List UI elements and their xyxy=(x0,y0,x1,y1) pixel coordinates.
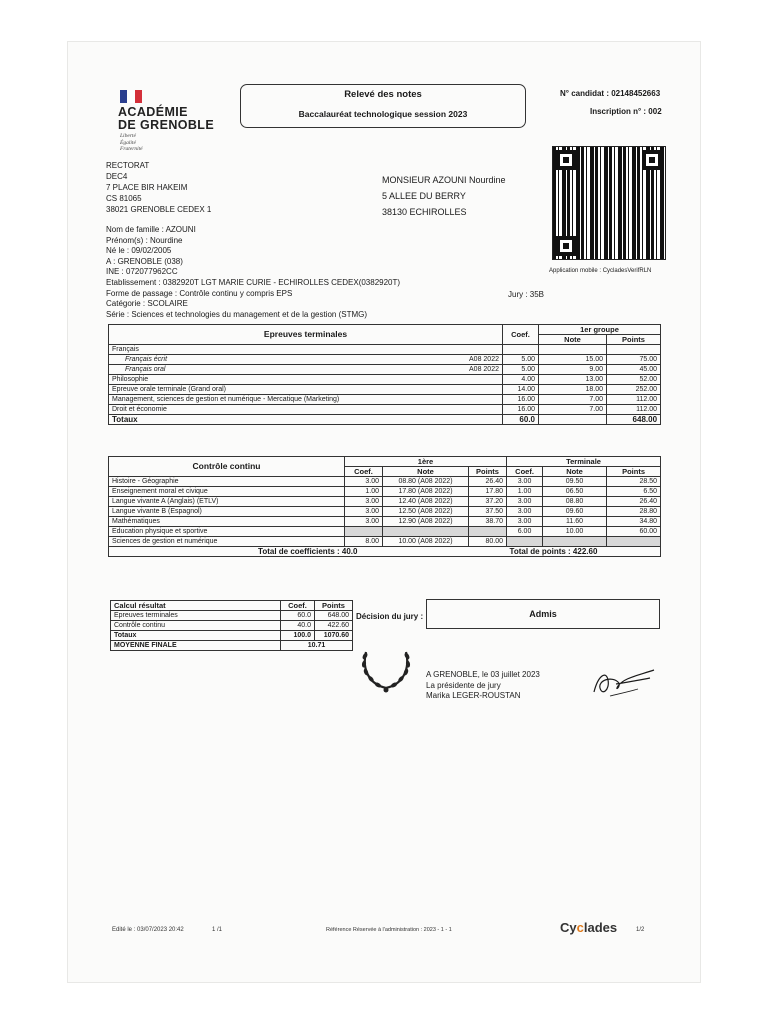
points-cell: 28.80 xyxy=(607,507,661,517)
terminal-exams-table xyxy=(108,324,661,425)
calc-label: Contrôle continu xyxy=(111,621,281,631)
points-cell xyxy=(469,527,507,537)
note-cell: 08.80 xyxy=(543,497,607,507)
coef-cell: 3.00 xyxy=(345,497,383,507)
cc-row xyxy=(109,477,661,487)
coef-cell: 5.00 xyxy=(503,365,539,375)
terminal-header-note: Note xyxy=(539,335,607,345)
points-cell: 112.00 xyxy=(607,395,661,405)
cc-header-points-1: Points xyxy=(469,467,507,477)
subject-label: Enseignement moral et civique xyxy=(109,487,345,497)
jury-decision-value: Admis xyxy=(529,609,557,619)
title-box xyxy=(240,84,526,128)
terminal-header-points: Points xyxy=(607,335,661,345)
coef-cell: 3.00 xyxy=(507,477,543,487)
calc-header-points: Points xyxy=(315,601,353,611)
coef-cell: 14.00 xyxy=(503,385,539,395)
calc-header-label: Calcul résultat xyxy=(111,601,281,611)
cc-total-row: Total de coefficients : 40.0 Total de points : 422.60 xyxy=(109,547,661,557)
subject-label: Mathématiques xyxy=(109,517,345,527)
note-cell xyxy=(539,345,607,355)
points-cell: 26.40 xyxy=(607,497,661,507)
subject-label: Français écrit xyxy=(109,355,409,365)
qr-code xyxy=(552,146,666,260)
calc-header-coef: Coef. xyxy=(281,601,315,611)
document-title: Relevé des notes xyxy=(344,89,422,100)
calc-label: Totaux xyxy=(111,631,281,641)
cc-row xyxy=(109,527,661,537)
points-cell: 34.80 xyxy=(607,517,661,527)
coef-cell: 6.00 xyxy=(507,527,543,537)
coef-cell xyxy=(345,527,383,537)
calc-row xyxy=(111,621,353,631)
coef-cell: 1.00 xyxy=(345,487,383,497)
subject-label: Philosophie xyxy=(109,375,409,385)
terminal-row xyxy=(109,385,661,395)
inscription-number: Inscription n° : 002 xyxy=(590,107,662,116)
subject-label: Management, sciences de gestion et numérique - Mercatique (Marketing) xyxy=(109,395,409,405)
note-cell: 06.50 xyxy=(543,487,607,497)
republic-motto: Liberté Égalité Fraternité xyxy=(120,133,143,152)
subject-label: Sciences de gestion et numérique xyxy=(109,537,345,547)
terminal-header-subject: Epreuves terminales xyxy=(109,325,503,345)
calc-row xyxy=(111,611,353,621)
points-cell: 252.00 xyxy=(607,385,661,395)
terminal-row xyxy=(109,375,661,385)
qr-caption: Application mobile : CycladesVerifRLN xyxy=(549,268,652,274)
official-seal-icon xyxy=(356,634,416,694)
continuous-assessment-table xyxy=(108,456,661,557)
cc-header-points-2: Points xyxy=(607,467,661,477)
calc-points: 1070.60 xyxy=(315,631,353,641)
points-cell: 80.00 xyxy=(469,537,507,547)
academie-name: ACADÉMIE DE GRENOBLE xyxy=(118,105,215,132)
note-cell: 17.80 (A08 2022) xyxy=(383,487,469,497)
calc-coef: 40.0 xyxy=(281,621,315,631)
jury-decision-label: Décision du jury : xyxy=(356,612,424,621)
calc-coef: 100.0 xyxy=(281,631,315,641)
session-label xyxy=(409,395,503,405)
points-cell xyxy=(607,537,661,547)
note-cell xyxy=(543,537,607,547)
coef-cell: 1.00 xyxy=(507,487,543,497)
points-cell: 60.00 xyxy=(607,527,661,537)
terminal-row xyxy=(109,345,661,355)
points-cell: 38.70 xyxy=(469,517,507,527)
cc-row xyxy=(109,497,661,507)
note-cell: 12.40 (A08 2022) xyxy=(383,497,469,507)
terminal-header-group: 1er groupe xyxy=(539,325,661,335)
subject-label: Langue vivante A (Anglais) (ETLV) xyxy=(109,497,345,507)
points-cell: 37.50 xyxy=(469,507,507,517)
subject-label: Français xyxy=(109,345,409,355)
cc-row xyxy=(109,487,661,497)
coef-cell: 3.00 xyxy=(507,507,543,517)
calc-points: 422.60 xyxy=(315,621,353,631)
note-cell: 9.00 xyxy=(539,365,607,375)
transcript-sheet xyxy=(68,42,700,982)
page-count: 1 /1 xyxy=(212,927,223,933)
calc-label: Epreuves terminales xyxy=(111,611,281,621)
cc-header-note-1: Note xyxy=(383,467,469,477)
points-cell: 26.40 xyxy=(469,477,507,487)
cc-row xyxy=(109,507,661,517)
subject-label: Droit et économie xyxy=(109,405,409,415)
note-cell: 18.00 xyxy=(539,385,607,395)
points-cell: 37.20 xyxy=(469,497,507,507)
jury-decision-box xyxy=(426,599,660,629)
note-cell: 08.80 (A08 2022) xyxy=(383,477,469,487)
points-cell: 52.00 xyxy=(607,375,661,385)
cc-header-terminale: Terminale xyxy=(507,457,661,467)
admin-reference: Référence Réservée à l'administration : 2023 - 1 - 1 xyxy=(326,927,452,933)
calc-row xyxy=(111,631,353,641)
session-label: A08 2022 xyxy=(409,355,503,365)
marianne-flag-icon xyxy=(120,90,142,103)
points-cell: 28.50 xyxy=(607,477,661,487)
session-label: A08 2022 xyxy=(409,365,503,375)
note-cell: 12.50 (A08 2022) xyxy=(383,507,469,517)
sender-address: RECTORAT DEC4 7 PLACE BIR HAKEIM CS 81065 38021 GRENOBLE CEDEX 1 xyxy=(106,161,212,214)
subject-label: Français oral xyxy=(109,365,409,375)
subject-label: Langue vivante B (Espagnol) xyxy=(109,507,345,517)
cc-row xyxy=(109,537,661,547)
subject-label: Histoire - Géographie xyxy=(109,477,345,487)
document-subtitle: Baccalauréat technologique session 2023 xyxy=(298,109,468,119)
note-cell: 11.60 xyxy=(543,517,607,527)
coef-cell: 8.00 xyxy=(345,537,383,547)
coef-cell: 3.00 xyxy=(507,517,543,527)
terminal-row xyxy=(109,365,661,375)
cc-header-subject: Contrôle continu xyxy=(109,457,345,477)
terminal-row xyxy=(109,405,661,415)
note-cell xyxy=(383,527,469,537)
note-cell: 15.00 xyxy=(539,355,607,365)
final-average-row: MOYENNE FINALE 10.71 xyxy=(111,641,353,651)
recipient-address: MONSIEUR AZOUNI Nourdine 5 ALLEE DU BERRY 38130 ECHIROLLES xyxy=(382,175,506,217)
terminal-header-coef: Coef. xyxy=(503,325,539,345)
coef-cell: 16.00 xyxy=(503,395,539,405)
signature-block: A GRENOBLE, le 03 juillet 2023 La présidente de jury Marika LEGER-ROUSTAN xyxy=(426,670,540,700)
coef-cell: 3.00 xyxy=(345,517,383,527)
handwritten-signature xyxy=(588,662,660,702)
calc-coef: 60.0 xyxy=(281,611,315,621)
terminal-row xyxy=(109,355,661,365)
coef-cell: 4.00 xyxy=(503,375,539,385)
result-calculation-table xyxy=(110,600,353,651)
coef-cell: 16.00 xyxy=(503,405,539,415)
coef-cell: 3.00 xyxy=(345,507,383,517)
note-cell: 13.00 xyxy=(539,375,607,385)
terminal-row xyxy=(109,395,661,405)
points-cell xyxy=(607,345,661,355)
note-cell: 09.50 xyxy=(543,477,607,487)
session-label xyxy=(409,375,503,385)
cyclades-logo: Cyclades xyxy=(560,920,618,935)
subject-label: Education physique et sportive xyxy=(109,527,345,537)
jury-number: Jury : 35B xyxy=(508,290,545,299)
note-cell: 10.00 (A08 2022) xyxy=(383,537,469,547)
points-cell: 17.80 xyxy=(469,487,507,497)
cc-header-coef-1: Coef. xyxy=(345,467,383,477)
candidate-identity: Nom de famille : AZOUNI Prénom(s) : Nourdine Né le : 09/02/2005 A : GRENOBLE (038) INE : 072077962CC Etablissement : 0382920T LGT MARIE CURIE - ECHIROLLES CEDEX(0382920T) Forme de passage : Contrôle continu y compris EPS Catégorie : SCOLAIRE Série : Sciences et technologies du management et de la gestion (STMG) xyxy=(106,225,401,319)
coef-cell xyxy=(507,537,543,547)
terminal-total-row: Totaux 60.0 648.00 xyxy=(109,415,661,425)
cc-header-note-2: Note xyxy=(543,467,607,477)
coef-cell: 3.00 xyxy=(345,477,383,487)
candidate-number: N° candidat : 02148452663 xyxy=(560,89,661,98)
points-cell: 75.00 xyxy=(607,355,661,365)
subject-label: Epreuve orale terminale (Grand oral) xyxy=(109,385,409,395)
session-label xyxy=(409,385,503,395)
calc-points: 648.00 xyxy=(315,611,353,621)
coef-cell: 5.00 xyxy=(503,355,539,365)
points-cell: 112.00 xyxy=(607,405,661,415)
page-number: 1/2 xyxy=(636,927,645,933)
session-label xyxy=(409,405,503,415)
note-cell: 10.00 xyxy=(543,527,607,537)
note-cell: 7.00 xyxy=(539,395,607,405)
cc-row xyxy=(109,517,661,527)
cc-header-first: 1ère xyxy=(345,457,507,467)
edited-date: Edité le : 03/07/2023 20:42 xyxy=(112,927,184,933)
points-cell: 6.50 xyxy=(607,487,661,497)
cc-header-coef-2: Coef. xyxy=(507,467,543,477)
session-label xyxy=(409,345,503,355)
note-cell: 09.60 xyxy=(543,507,607,517)
coef-cell: 3.00 xyxy=(507,497,543,507)
note-cell: 7.00 xyxy=(539,405,607,415)
coef-cell xyxy=(503,345,539,355)
note-cell: 12.90 (A08 2022) xyxy=(383,517,469,527)
points-cell: 45.00 xyxy=(607,365,661,375)
